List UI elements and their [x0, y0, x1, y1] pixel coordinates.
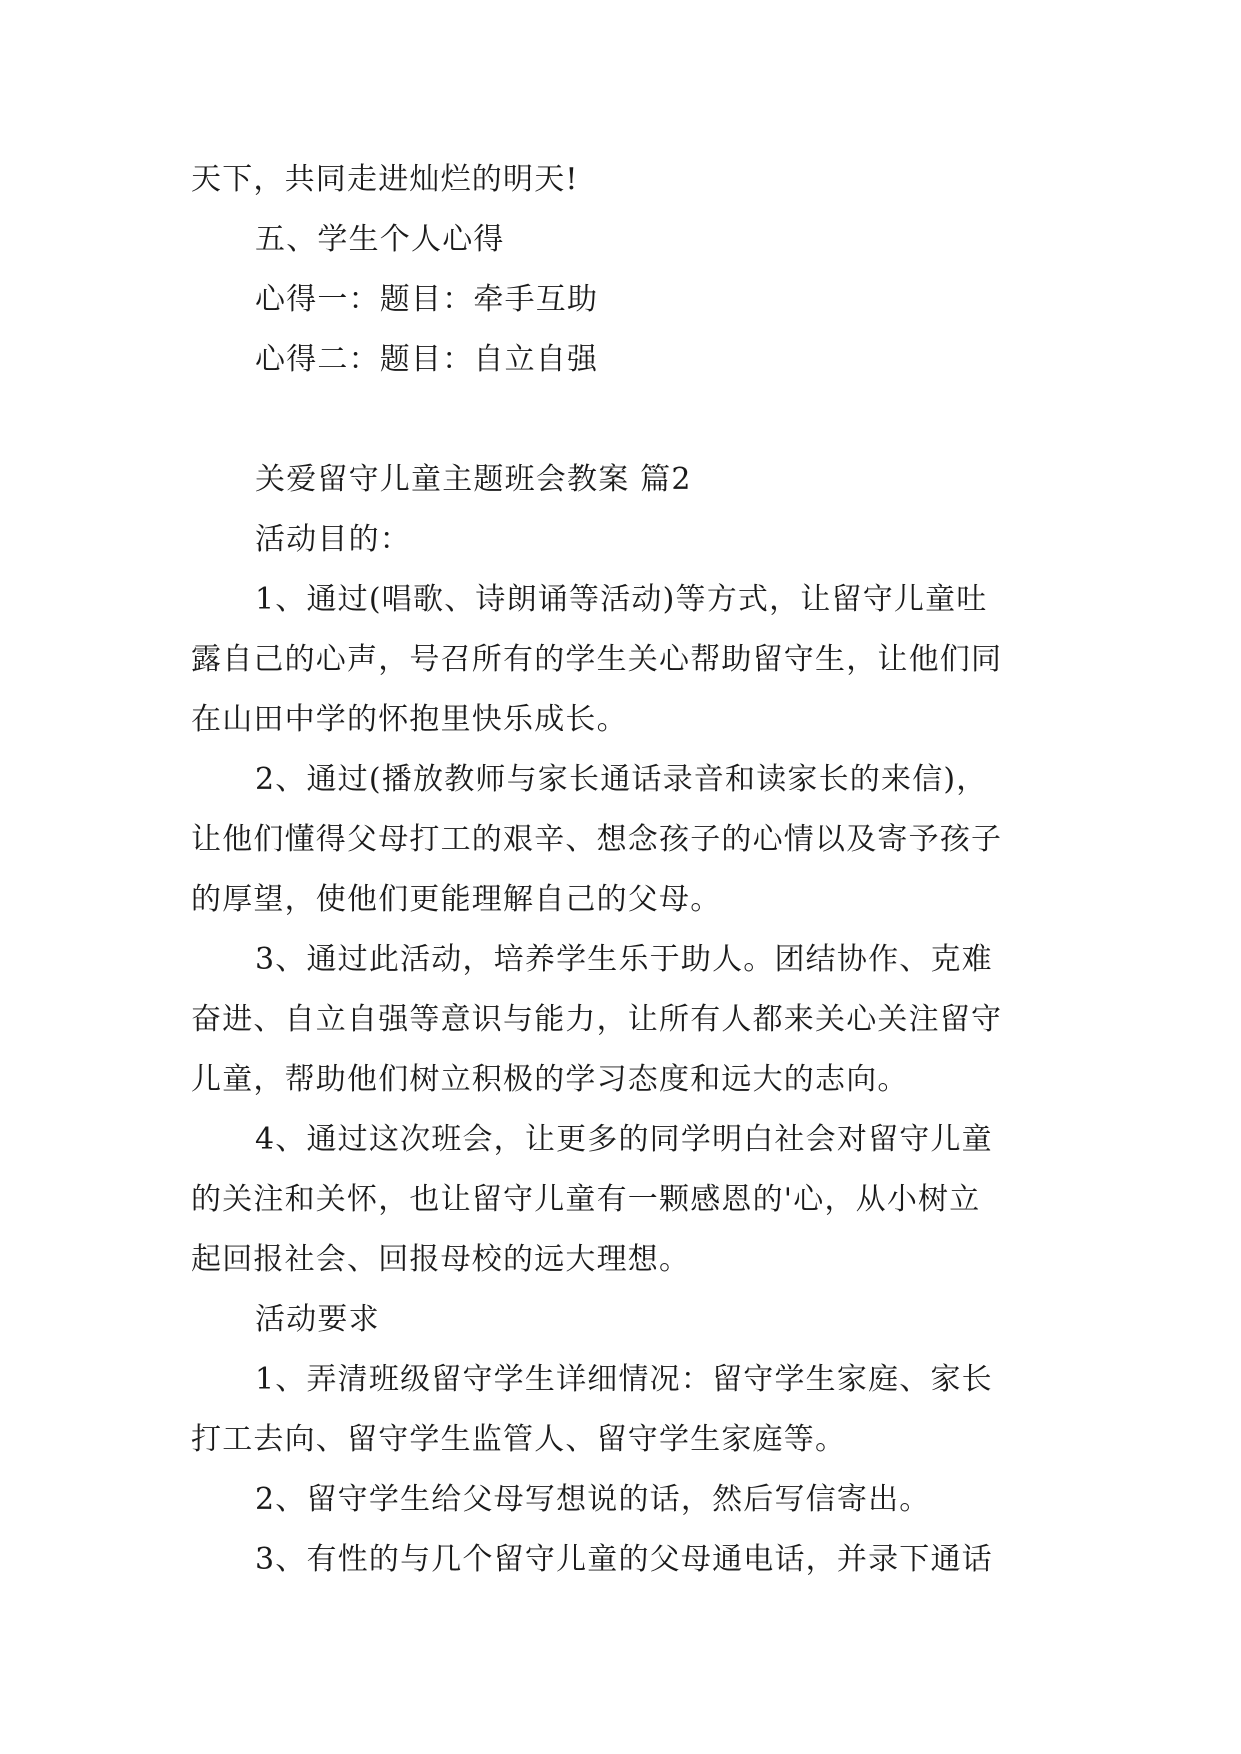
article-title: 关爱留守儿童主题班会教案 篇2: [255, 462, 692, 497]
text-line: 1、弄清班级留守学生详细情况：留守学生家庭、家长: [255, 1362, 993, 1397]
section-heading: 活动目的：: [255, 522, 411, 557]
text-line: 4、通过这次班会，让更多的同学明白社会对留守儿童: [255, 1122, 993, 1157]
blank-line: [191, 390, 1053, 450]
text-line: 的厚望，使他们更能理解自己的父母。: [191, 882, 722, 917]
text-line: 心得二：题目：自立自强: [255, 342, 599, 377]
text-line: 让他们懂得父母打工的艰辛、想念孩子的心情以及寄予孩子: [191, 822, 1003, 857]
section-heading: 活动要求: [255, 1302, 380, 1337]
text-line: 起回报社会、回报母校的远大理想。: [191, 1242, 691, 1277]
section-heading: 五、学生个人心得: [255, 222, 505, 257]
text-line: 儿童，帮助他们树立积极的学习态度和远大的志向。: [191, 1062, 909, 1097]
text-line: 露自己的心声，号召所有的学生关心帮助留守生，让他们同: [191, 642, 1003, 677]
text-line: 在山田中学的怀抱里快乐成长。: [191, 702, 628, 737]
document-page: [191, 150, 1053, 1590]
text-line: 的关注和关怀，也让留守儿童有一颗感恩的'心，从小树立: [191, 1182, 981, 1217]
text-line: 心得一：题目：牵手互助: [255, 282, 599, 317]
text-line: 打工去向、留守学生监管人、留守学生家庭等。: [191, 1422, 847, 1457]
text-line: 3、有性的与几个留守儿童的父母通电话，并录下通话: [255, 1542, 993, 1577]
text-line: 2、通过(播放教师与家长通话录音和读家长的来信)，: [255, 762, 988, 797]
text-line: 奋进、自立自强等意识与能力，让所有人都来关心关注留守: [191, 1002, 1003, 1037]
text-line: 2、留守学生给父母写想说的话，然后写信寄出。: [255, 1482, 931, 1517]
text-line: 1、通过(唱歌、诗朗诵等活动)等方式，让留守儿童吐: [255, 582, 988, 617]
text-line: 3、通过此活动，培养学生乐于助人。团结协作、克难: [255, 942, 993, 977]
text-line: 天下，共同走进灿烂的明天!: [191, 162, 579, 197]
